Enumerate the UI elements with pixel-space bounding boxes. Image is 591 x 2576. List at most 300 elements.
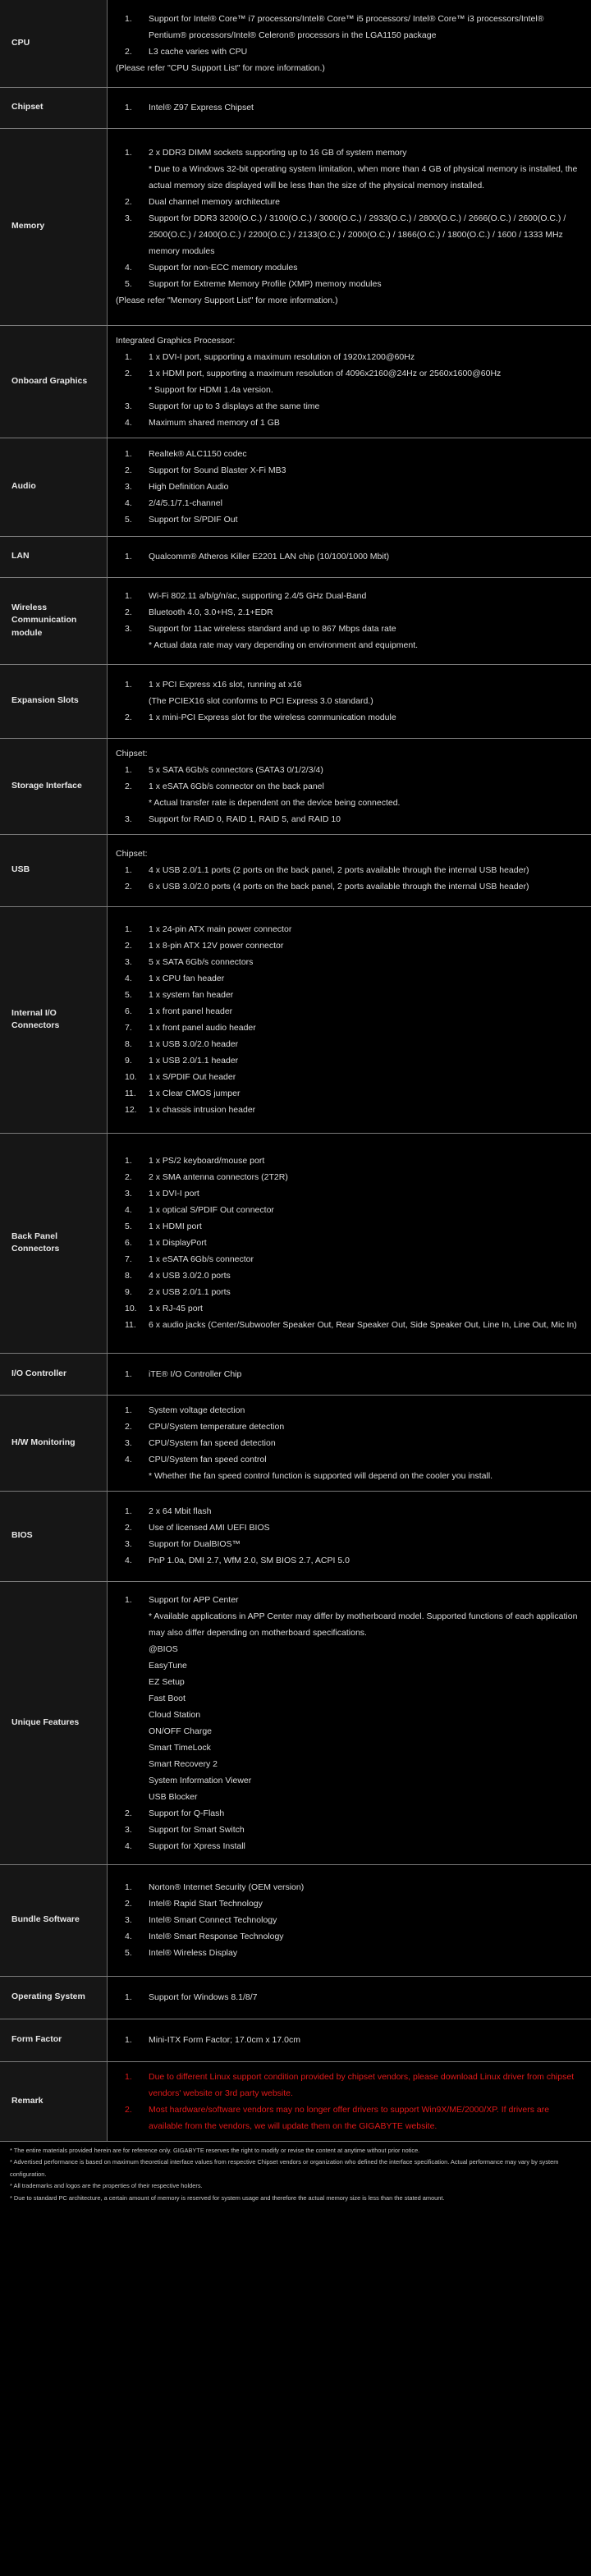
list-item — [116, 1085, 581, 1102]
spec-row-chipset — [0, 87, 591, 128]
item-number: 2. — [125, 197, 132, 207]
list-item — [116, 44, 581, 60]
item-text: 4 x USB 2.0/1.1 ports (2 ports on the back panel, 2 ports available through the internal USB header) — [149, 865, 529, 875]
item-number: 1. — [125, 924, 132, 934]
item-text: Support for Intel® Core™ i7 processors/Intel® Core™ i5 processors/ Intel® Core™ i3 processors/Intel® Pentium® processors/Intel® Celeron® processors in the LGA1150 package — [149, 13, 544, 40]
spec-label: Chipset — [0, 87, 108, 128]
item-text: 1 x optical S/PDIF Out connector — [149, 1205, 274, 1215]
item-text: 1 x eSATA 6Gb/s connector — [149, 1254, 254, 1264]
item-number: 3. — [125, 624, 132, 634]
item-number: 1. — [125, 148, 132, 158]
list-item — [116, 1402, 581, 1419]
item-number: 5. — [125, 990, 132, 1000]
list-item — [116, 548, 581, 565]
spec-content — [108, 1976, 591, 2019]
list-item — [116, 99, 581, 116]
spec-row-storage-interface — [0, 738, 591, 834]
note-text: Fast Boot — [149, 1693, 186, 1703]
item-number: 2. — [125, 1523, 132, 1533]
item-number: 2. — [125, 1808, 132, 1818]
item-number: 5. — [125, 279, 132, 289]
spec-row-usb — [0, 834, 591, 906]
list-item — [116, 479, 581, 495]
item-text: Norton® Internet Security (OEM version) — [149, 1882, 305, 1892]
item-number: 11. — [125, 1089, 136, 1098]
item-text: 1 x PS/2 keyboard/mouse port — [149, 1156, 265, 1166]
list-item — [116, 1202, 581, 1218]
list-item — [116, 1503, 581, 1519]
note-text: * Actual data rate may vary depending on environment and equipment. — [149, 640, 419, 650]
item-text: System voltage detection — [149, 1405, 245, 1415]
list-item — [116, 970, 581, 987]
footnote: * The entire materials provided herein are for reference only. GIGABYTE reserves the right to modify or revise the content at anytime without prior notice. — [10, 2146, 420, 2154]
note-text: * Due to a Windows 32-bit operating system limitation, when more than 4 GB of physical memory is installed, the actual memory size displayed will be less than the size of the physical memory installed. — [149, 164, 578, 190]
spec-content — [108, 2061, 591, 2141]
item-number: 3. — [125, 1437, 132, 1448]
spec-row-bios — [0, 1491, 591, 1581]
list-item — [116, 987, 581, 1003]
note-text: Smart Recovery 2 — [149, 1758, 218, 1769]
list-item — [116, 259, 581, 276]
spec-content — [108, 536, 591, 577]
item-number: 1. — [125, 351, 132, 362]
spec-row-remark — [0, 2061, 591, 2141]
list-item — [116, 921, 581, 937]
list-item — [116, 349, 581, 365]
item-text: 2 x SMA antenna connectors (2T2R) — [149, 1172, 288, 1182]
list-item — [116, 709, 581, 726]
note-text: Smart TimeLock — [149, 1742, 211, 1753]
list-item — [116, 1300, 581, 1317]
item-text: Support for DDR3 3200(O.C.) / 3100(O.C.) / 3000(O.C.) / 2933(O.C.) / 2800(O.C.) / 2666(O.C.) / 2600(O.C.) / 2500(O.C.) / 2400(O.C.) / 2200(O.C.) / 2133(O.C.) / 2000(O.C.) / 1866(O.C.) / 1800(O.C.) / 1600 / 1333 MHz memory modules — [149, 213, 566, 256]
list-item — [116, 1251, 581, 1267]
item-number: 3. — [125, 213, 132, 223]
list-item — [116, 462, 581, 479]
item-text: 5 x SATA 6Gb/s connectors (SATA3 0/1/2/3/4) — [149, 764, 323, 775]
list-item — [116, 878, 581, 895]
spec-content — [108, 1133, 591, 1353]
item-text: Wi-Fi 802.11 a/b/g/n/ac, supporting 2.4/5 GHz Dual-Band — [149, 591, 367, 601]
item-text: Qualcomm® Atheros Killer E2201 LAN chip (10/100/1000 Mbit) — [149, 552, 390, 561]
list-item — [116, 1805, 581, 1822]
spec-row-expansion-slots — [0, 664, 591, 738]
item-number: 4. — [125, 974, 132, 983]
item-text: Support for Windows 8.1/8/7 — [149, 1992, 258, 2002]
spec-label: CPU — [0, 0, 108, 87]
item-number: 3. — [125, 1824, 132, 1835]
item-text: 6 x audio jacks (Center/Subwoofer Speaker Out, Rear Speaker Out, Side Speaker Out, Line In, Line Out, Mic In) — [149, 1320, 577, 1330]
spec-label: LAN — [0, 536, 108, 577]
spec-content — [108, 0, 591, 87]
item-number: 1. — [125, 680, 132, 690]
spec-content — [108, 128, 591, 325]
item-text: 1 x RJ-45 port — [149, 1304, 203, 1313]
spec-label: Back Panel Connectors — [0, 1133, 108, 1353]
item-text: 1 x HDMI port, supporting a maximum resolution of 4096x2160@24Hz or 2560x1600@60Hz — [149, 368, 502, 378]
item-text: 1 x USB 2.0/1.1 header — [149, 1056, 239, 1066]
item-text: Intel® Smart Response Technology — [149, 1932, 284, 1941]
spec-row-operating-system — [0, 1976, 591, 2019]
list-item — [116, 1069, 581, 1085]
item-number: 7. — [125, 1023, 132, 1033]
item-number: 2. — [125, 713, 132, 722]
item-number: 1. — [125, 591, 132, 601]
item-number: 2. — [125, 781, 132, 791]
spec-content — [108, 834, 591, 906]
item-number: 4. — [125, 1840, 132, 1851]
item-number: 8. — [125, 1039, 132, 1049]
item-number: 3. — [125, 1189, 132, 1199]
list-item — [116, 1895, 581, 1912]
spec-row-form-factor — [0, 2019, 591, 2061]
spec-content — [108, 87, 591, 128]
item-number: 3. — [125, 814, 132, 824]
item-text: Intel® Rapid Start Technology — [149, 1899, 263, 1909]
note-text: System Information Viewer — [149, 1775, 252, 1785]
footnote: * All trademarks and logos are the properties of their respective holders. — [10, 2182, 203, 2189]
item-text: 1 x S/PDIF Out header — [149, 1072, 236, 1082]
list-item — [116, 1185, 581, 1202]
list-item — [116, 194, 581, 210]
section-text: Chipset: — [116, 748, 148, 759]
item-text: Use of licensed AMI UEFI BIOS — [149, 1523, 270, 1533]
list-item — [116, 210, 581, 259]
list-item — [116, 1536, 581, 1552]
item-number: 7. — [125, 1254, 132, 1264]
item-text: Bluetooth 4.0, 3.0+HS, 2.1+EDR — [149, 607, 273, 617]
spec-label: BIOS — [0, 1491, 108, 1581]
item-number: 2. — [125, 2104, 132, 2115]
item-text: CPU/System fan speed control — [149, 1454, 267, 1464]
item-text: Maximum shared memory of 1 GB — [149, 417, 280, 428]
item-number: 2. — [125, 465, 132, 475]
note-text: * Support for HDMI 1.4a version. — [149, 384, 273, 395]
spec-label: Form Factor — [0, 2019, 108, 2061]
spec-row-cpu — [0, 0, 591, 87]
section-text: (Please refer "CPU Support List" for more information.) — [116, 62, 325, 73]
item-number: 1. — [125, 103, 132, 112]
item-text: Support for APP Center — [149, 1594, 239, 1605]
spec-label: Audio — [0, 438, 108, 536]
item-text: 1 x DVI-I port — [149, 1189, 199, 1199]
item-text: 1 x 24-pin ATX main power connector — [149, 924, 292, 934]
item-number: 10. — [125, 1072, 137, 1082]
list-item — [116, 1153, 581, 1169]
note-text: ON/OFF Charge — [149, 1726, 213, 1736]
spec-content — [108, 438, 591, 536]
item-text: 1 x mini-PCI Express slot for the wireless communication module — [149, 713, 396, 722]
item-text: 2 x DDR3 DIMM sockets supporting up to 16 GB of system memory — [149, 148, 407, 158]
list-item — [116, 954, 581, 970]
item-text: Support for Sound Blaster X-Fi MB3 — [149, 465, 286, 475]
spec-label: Memory — [0, 128, 108, 325]
item-number: 4. — [125, 1556, 132, 1565]
item-number: 5. — [125, 1948, 132, 1958]
item-text: 5 x SATA 6Gb/s connectors — [149, 957, 254, 967]
spec-label: I/O Controller — [0, 1353, 108, 1395]
list-item — [116, 1102, 581, 1118]
list-item — [116, 2069, 581, 2102]
list-item — [116, 365, 581, 382]
spec-row-onboard-graphics — [0, 325, 591, 438]
list-item — [116, 1267, 581, 1284]
spec-label: Bundle Software — [0, 1864, 108, 1976]
item-text: Support for RAID 0, RAID 1, RAID 5, and RAID 10 — [149, 814, 341, 824]
note-text: EZ Setup — [149, 1676, 185, 1687]
list-item — [116, 1519, 581, 1536]
list-item — [116, 1451, 581, 1468]
list-item — [116, 604, 581, 621]
item-text: 1 x DisplayPort — [149, 1238, 207, 1248]
list-item — [116, 1435, 581, 1451]
item-text: CPU/System temperature detection — [149, 1421, 285, 1432]
list-item — [116, 11, 581, 44]
item-number: 10. — [125, 1304, 137, 1313]
item-number: 1. — [125, 1594, 132, 1605]
item-text: Support for Q-Flash — [149, 1808, 225, 1818]
list-item — [116, 1036, 581, 1052]
list-item — [116, 1989, 581, 2005]
item-text: 1 x DVI-I port, supporting a maximum resolution of 1920x1200@60Hz — [149, 351, 415, 362]
item-number: 3. — [125, 957, 132, 967]
spec-content — [108, 664, 591, 738]
list-item — [116, 1003, 581, 1020]
item-number: 4. — [125, 498, 132, 508]
spec-content — [108, 1353, 591, 1395]
item-number: 2. — [125, 1421, 132, 1432]
item-text: Support for S/PDIF Out — [149, 515, 238, 525]
spec-row-bundle-software — [0, 1864, 591, 1976]
list-item — [116, 276, 581, 292]
spec-row-i-o-controller — [0, 1353, 591, 1395]
list-item — [116, 588, 581, 604]
item-text: 1 x PCI Express x16 slot, running at x16 — [149, 680, 302, 690]
item-number: 2. — [125, 882, 132, 892]
item-text: Intel® Smart Connect Technology — [149, 1915, 277, 1925]
item-number: 1. — [125, 552, 132, 561]
list-item — [116, 762, 581, 778]
spec-content — [108, 577, 591, 664]
list-item — [116, 1822, 581, 1838]
item-text: CPU/System fan speed detection — [149, 1437, 276, 1448]
item-number: 1. — [125, 1992, 132, 2002]
item-number: 1. — [125, 2071, 132, 2082]
item-number: 3. — [125, 482, 132, 492]
spec-label: USB — [0, 834, 108, 906]
list-item — [116, 1592, 581, 1608]
item-text: 1 x system fan header — [149, 990, 234, 1000]
spec-content — [108, 1581, 591, 1864]
spec-content — [108, 2019, 591, 2061]
item-text: 1 x USB 3.0/2.0 header — [149, 1039, 239, 1049]
item-text: 1 x front panel audio header — [149, 1023, 256, 1033]
item-text: 1 x CPU fan header — [149, 974, 225, 983]
item-text: Intel® Wireless Display — [149, 1948, 238, 1958]
item-text: iTE® I/O Controller Chip — [149, 1368, 242, 1379]
list-item — [116, 1912, 581, 1928]
item-number: 4. — [125, 1932, 132, 1941]
section-text: Integrated Graphics Processor: — [116, 335, 236, 346]
list-item — [116, 1552, 581, 1569]
item-text: Realtek® ALC1150 codec — [149, 449, 247, 459]
section-text: (Please refer "Memory Support List" for more information.) — [116, 296, 338, 305]
list-item — [116, 621, 581, 637]
item-text: Support for DualBIOS™ — [149, 1539, 241, 1549]
item-number: 3. — [125, 401, 132, 411]
note-text: (The PCIEX16 slot conforms to PCI Express 3.0 standard.) — [149, 696, 373, 706]
item-number: 4. — [125, 1454, 132, 1464]
list-item — [116, 676, 581, 693]
item-text: 1 x chassis intrusion header — [149, 1105, 256, 1115]
list-item — [116, 415, 581, 431]
footnote: * Advertised performance is based on maximum theoretical interface values from respective Chipset vendors or organization who defined the interface specification. Actual performance may vary by system configuration. — [10, 2158, 559, 2178]
spec-label: Remark — [0, 2061, 108, 2141]
spec-label: Storage Interface — [0, 738, 108, 834]
item-number: 2. — [125, 1172, 132, 1182]
item-text: 2/4/5.1/7.1-channel — [149, 498, 222, 508]
item-text: Mini-ITX Form Factor; 17.0cm x 17.0cm — [149, 2035, 300, 2045]
item-number: 5. — [125, 515, 132, 525]
list-item — [116, 1235, 581, 1251]
item-text: Support for non-ECC memory modules — [149, 263, 298, 273]
item-number: 1. — [125, 2035, 132, 2045]
list-item — [116, 811, 581, 827]
spec-label: Operating System — [0, 1976, 108, 2019]
note-text: Cloud Station — [149, 1709, 201, 1720]
footnotes — [0, 2142, 591, 2205]
item-text: 1 x 8-pin ATX 12V power connector — [149, 941, 284, 951]
item-text: Support for up to 3 displays at the same time — [149, 401, 320, 411]
list-item — [116, 937, 581, 954]
spec-label: Wireless Communication module — [0, 577, 108, 664]
list-item — [116, 2102, 581, 2134]
item-text: 1 x HDMI port — [149, 1222, 202, 1231]
item-number: 4. — [125, 1205, 132, 1215]
item-number: 1. — [125, 449, 132, 459]
spec-content — [108, 1864, 591, 1976]
spec-content — [108, 1395, 591, 1491]
item-number: 4. — [125, 417, 132, 428]
spec-row-lan — [0, 536, 591, 577]
item-number: 2. — [125, 1899, 132, 1909]
item-number: 12. — [125, 1105, 137, 1115]
item-text: 4 x USB 3.0/2.0 ports — [149, 1271, 231, 1281]
item-text: 2 x 64 Mbit flash — [149, 1506, 212, 1516]
spec-row-memory — [0, 128, 591, 325]
item-number: 9. — [125, 1056, 132, 1066]
item-text: Dual channel memory architecture — [149, 197, 280, 207]
spec-content — [108, 325, 591, 438]
list-item — [116, 862, 581, 878]
item-text: Support for Xpress Install — [149, 1840, 245, 1851]
note-text: * Available applications in APP Center may differ by motherboard model. Supported functions of each application may also differ depending on motherboard specifications. — [149, 1611, 578, 1638]
list-item — [116, 495, 581, 511]
item-number: 6. — [125, 1238, 132, 1248]
list-item — [116, 446, 581, 462]
item-text: 2 x USB 2.0/1.1 ports — [149, 1287, 231, 1297]
list-item — [116, 1020, 581, 1036]
item-number: 2. — [125, 46, 132, 57]
item-number: 1. — [125, 1156, 132, 1166]
list-item — [116, 2032, 581, 2048]
item-number: 5. — [125, 1222, 132, 1231]
item-text: 1 x front panel header — [149, 1006, 233, 1016]
list-item — [116, 1284, 581, 1300]
item-number: 2. — [125, 941, 132, 951]
item-text: Due to different Linux support condition provided by chipset vendors, please download Linux driver from chipset vendors' website or 3rd party website. — [149, 2071, 575, 2098]
item-number: 1. — [125, 1882, 132, 1892]
spec-label: H/W Monitoring — [0, 1395, 108, 1491]
note-text: @BIOS — [149, 1643, 178, 1654]
item-number: 9. — [125, 1287, 132, 1297]
item-number: 1. — [125, 1506, 132, 1516]
item-text: Intel® Z97 Express Chipset — [149, 103, 254, 112]
item-number: 11. — [125, 1320, 136, 1330]
section-text: Chipset: — [116, 849, 148, 859]
list-item — [116, 398, 581, 415]
note-text: * Actual transfer rate is dependent on the device being connected. — [149, 797, 401, 808]
spec-row-h-w-monitoring — [0, 1395, 591, 1491]
spec-label: Onboard Graphics — [0, 325, 108, 438]
item-text: Most hardware/software vendors may no longer offer drivers to support Win9X/ME/2000/XP. If drivers are available from the vendors, we will update them on the GIGABYTE website. — [149, 2104, 550, 2131]
item-text: 6 x USB 3.0/2.0 ports (4 ports on the back panel, 2 ports available through the internal USB header) — [149, 882, 529, 892]
item-text: 1 x eSATA 6Gb/s connector on the back panel — [149, 781, 324, 791]
note-text: EasyTune — [149, 1660, 187, 1671]
item-number: 3. — [125, 1539, 132, 1549]
item-text: PnP 1.0a, DMI 2.7, WfM 2.0, SM BIOS 2.7, ACPI 5.0 — [149, 1556, 350, 1565]
item-text: Support for 11ac wireless standard and up to 867 Mbps data rate — [149, 624, 396, 634]
spec-content — [108, 738, 591, 834]
list-item — [116, 1945, 581, 1961]
list-item — [116, 778, 581, 795]
item-number: 2. — [125, 607, 132, 617]
item-number: 1. — [125, 764, 132, 775]
spec-row-unique-features — [0, 1581, 591, 1864]
item-text: High Definition Audio — [149, 482, 229, 492]
spec-row-back-panel-connectors — [0, 1133, 591, 1353]
item-number: 3. — [125, 1915, 132, 1925]
item-text: 1 x Clear CMOS jumper — [149, 1089, 241, 1098]
item-number: 1. — [125, 865, 132, 875]
list-item — [116, 1317, 581, 1333]
item-number: 1. — [125, 1368, 132, 1379]
item-number: 4. — [125, 263, 132, 273]
list-item — [116, 1218, 581, 1235]
list-item — [116, 1366, 581, 1382]
note-text: USB Blocker — [149, 1791, 198, 1802]
spec-row-internal-i-o-connectors — [0, 906, 591, 1133]
spec-content — [108, 1491, 591, 1581]
list-item — [116, 1419, 581, 1435]
list-item — [116, 511, 581, 528]
item-number: 8. — [125, 1271, 132, 1281]
item-number: 6. — [125, 1006, 132, 1016]
spec-label: Expansion Slots — [0, 664, 108, 738]
item-number: 1. — [125, 1405, 132, 1415]
spec-content — [108, 906, 591, 1133]
item-text: Support for Extreme Memory Profile (XMP) memory modules — [149, 279, 382, 289]
spec-label: Internal I/O Connectors — [0, 906, 108, 1133]
item-text: Support for Smart Switch — [149, 1824, 245, 1835]
spec-label: Unique Features — [0, 1581, 108, 1864]
list-item — [116, 1879, 581, 1895]
spec-row-wireless-communication-module — [0, 577, 591, 664]
item-number: 2. — [125, 368, 132, 378]
list-item — [116, 1169, 581, 1185]
item-number: 1. — [125, 13, 132, 24]
list-item — [116, 144, 581, 161]
spec-row-audio — [0, 438, 591, 536]
